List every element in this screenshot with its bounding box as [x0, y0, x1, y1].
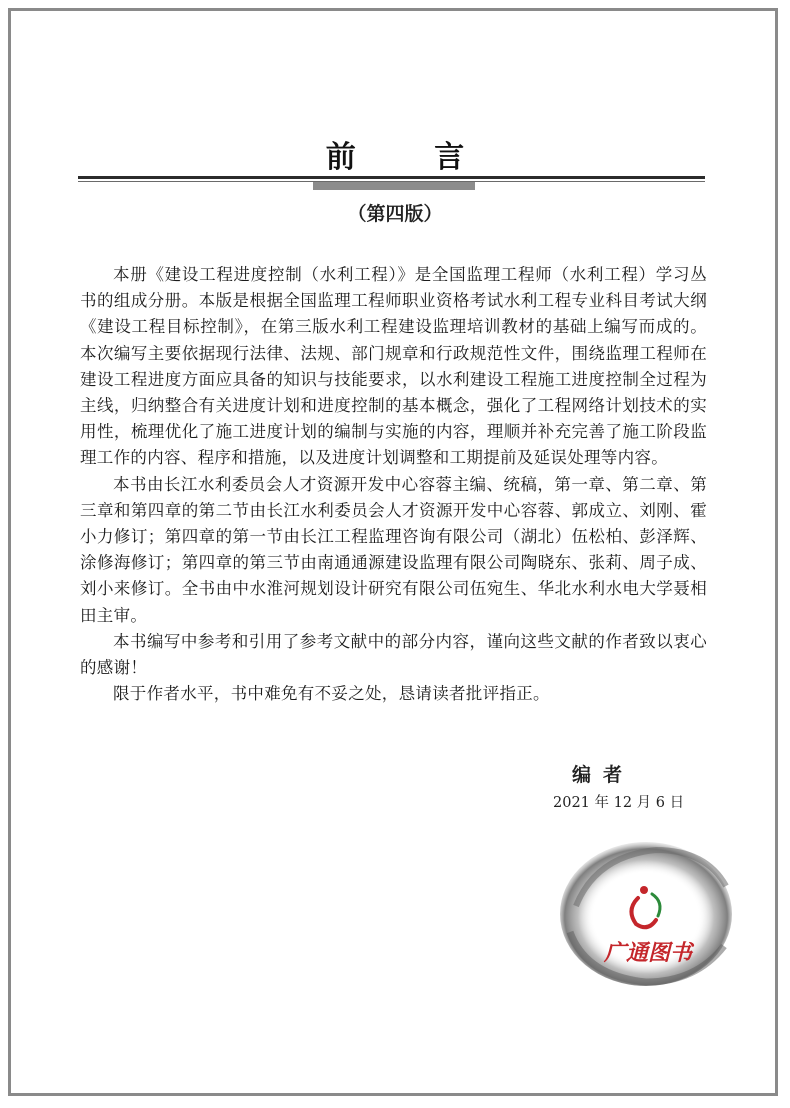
page-title: 前 言: [325, 140, 499, 175]
paragraph: 限于作者水平，书中难免有不妥之处，恳请读者批评指正。: [113, 684, 550, 704]
title-divider-accent: [313, 182, 475, 190]
signature-date: 2021 年 12 月 6 日: [553, 795, 685, 811]
paragraph: 本书由长江水利委员会人才资源开发中心容蓉主编、统稿，第一章、第二章、第三章和第四章的第二节由长江水利委员会人才资源开发中心容蓉、郭成立、刘刚、霍小力修订；第四章的第一节由长江工程监理咨询有限公司（湖北）伍松柏、彭泽辉、涂修海修订；第四章的第三节由南通通源建设监理有限公司陶晓东、张莉、周子成、刘小来修订。全书由中水淮河规划设计研究有限公司伍宛生、华北水利水电大学聂相田主审。: [80, 474, 707, 625]
signature: 编者: [572, 764, 635, 786]
title-divider: [78, 176, 705, 179]
paragraph: 本册《建设工程进度控制（水利工程）》是全国监理工程师（水利工程）学习丛书的组成分册。本版是根据全国监理工程师职业资格考试水利工程专业科目考试大纲《建设工程目标控制》，在第三版水利工程建设监理培训教材的基础上编写而成的。本次编写主要依据现行法律、法规、部门规章和行政规范性文件，围绕监理工程师在建设工程进度方面应具备的知识与技能要求，以水利建设工程施工进度控制全过程为主线，归纳整合有关进度计划和进度控制的基本概念，强化了工程网络计划技术的实用性，梳理优化了施工进度计划的编制与实施的内容，理顺并补充完善了施工阶段监理工作的内容、程序和措施，以及进度计划调整和工期提前及延误处理等内容。: [80, 265, 707, 468]
seal-text: 广通图书: [603, 941, 693, 966]
publisher-seal: [556, 836, 736, 988]
edition-label: （第四版）: [347, 203, 443, 225]
preface-body: [80, 262, 707, 707]
paragraph: 本书编写中参考和引用了参考文献中的部分内容，谨向这些文献的作者致以衷心的感谢！: [80, 631, 707, 678]
